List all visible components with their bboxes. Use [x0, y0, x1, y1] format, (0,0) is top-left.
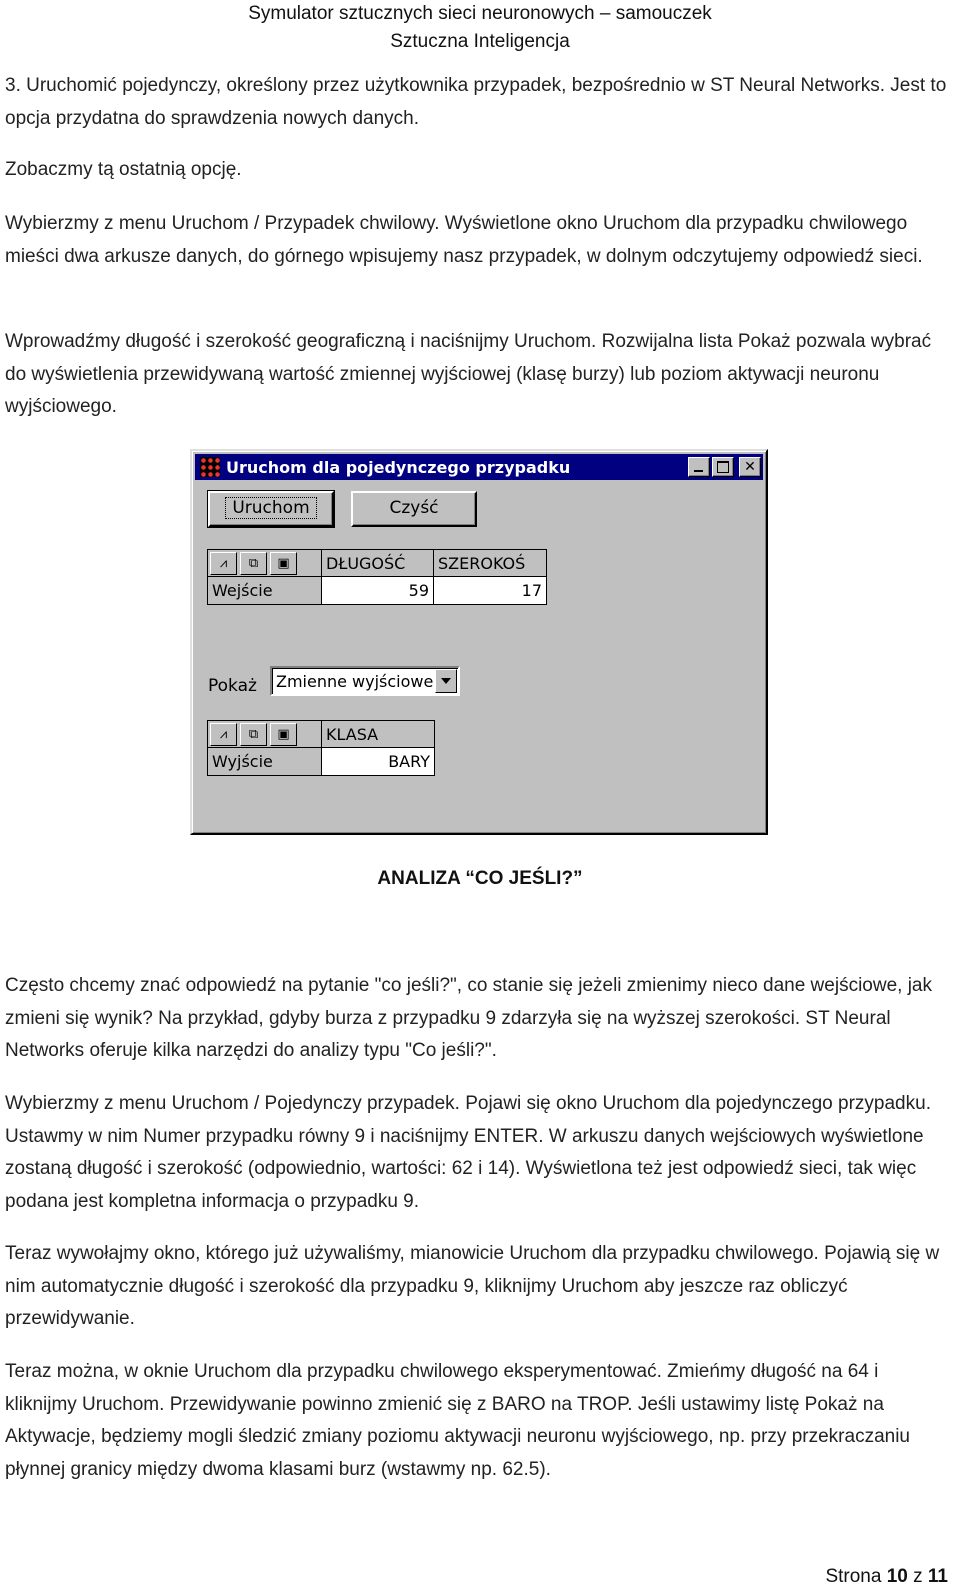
paragraph-8: Teraz można, w oknie Uruchom dla przypadku chwilowego eksperymentować. Zmieńmy długość na 64 i kliknijmy Uruchom. Przewidywanie powinno zmienić się z BARO na TROP. Jeśli ustawimy listę Pokaż na Aktywacje, będziemy mogli śledzić zmiany poziomu aktywacji neuronu wyjściowego, np. przy przekraczaniu płynnej granicy między dwoma klasami burz (wstawmy np. 62.5).	[5, 1361, 910, 1480]
input-col-header-1: DŁUGOŚĆ	[322, 550, 434, 576]
graph-icon[interactable]: ⩘	[210, 723, 237, 746]
run-button-label: Uruchom	[225, 497, 316, 519]
output-row-label: Wyjście	[208, 748, 322, 775]
graph-icon[interactable]: ⩘	[210, 552, 237, 575]
header-subtitle: Sztuczna Inteligencja	[390, 31, 570, 52]
input-col-header-2: SZEROKOŚ	[434, 550, 546, 576]
run-single-case-window	[190, 449, 768, 835]
input-toolbar	[208, 550, 322, 576]
save-icon[interactable]: ▣	[270, 723, 297, 746]
close-icon[interactable]: ✕	[739, 457, 761, 477]
input-data-row	[208, 577, 546, 604]
paragraph-1: 3. Uruchomić pojedynczy, określony przez użytkownika przypadek, bezpośrednio w ST Neural Networks. Jest to opcja przydatna do sprawdzenia nowych danych.	[5, 75, 947, 129]
show-dropdown[interactable]	[270, 666, 460, 696]
output-col-header-1: KLASA	[322, 721, 434, 747]
show-label: Pokaż	[208, 676, 257, 696]
input-cell-latitude[interactable]: 17	[434, 577, 546, 604]
chevron-down-icon[interactable]	[435, 669, 457, 693]
window-titlebar	[195, 454, 763, 480]
show-dropdown-value: Zmienne wyjściowe	[276, 671, 434, 691]
page-footer	[825, 1566, 948, 1588]
save-icon[interactable]: ▣	[270, 552, 297, 575]
footer-separator: z	[913, 1566, 923, 1587]
output-data-row	[208, 748, 434, 775]
paragraph-5: Często chcemy znać odpowiedź na pytanie "co jeśli?", co stanie się jeżeli zmienimy nieco dane wejściowe, jak zmieni się wynik? Na przykład, gdyby burza z przypadku 9 zdarzyła się na wyższej szerokości. ST Neural Networks oferuje kilka narzędzi do analizy typu "Co jeśli?".	[5, 975, 932, 1061]
input-header-row	[208, 550, 546, 577]
input-row-label: Wejście	[208, 577, 322, 604]
header-title: Symulator sztucznych sieci neuronowych – samouczek	[248, 3, 712, 24]
page-header	[0, 0, 960, 56]
output-toolbar	[208, 721, 322, 747]
window-title: Uruchom dla pojedynczego przypadku	[226, 457, 571, 477]
output-header-row	[208, 721, 434, 748]
clear-button[interactable]: Czyść	[351, 491, 477, 527]
input-datasheet	[207, 549, 547, 605]
output-cell-class: BARY	[322, 748, 434, 775]
footer-total-pages: 11	[927, 1566, 948, 1587]
paragraph-7: Teraz wywołajmy okno, którego już używaliśmy, mianowicie Uruchom dla przypadku chwilowego. Pojawią się w nim automatycznie długość i szerokość dla przypadku 9, kliknijmy Uruchom aby jeszcze raz obliczyć przewidywanie.	[5, 1243, 940, 1329]
copy-icon[interactable]: ⧉	[240, 552, 267, 575]
output-datasheet	[207, 720, 435, 776]
paragraph-2: Zobaczmy tą ostatnią opcję.	[5, 159, 242, 180]
footer-page-number: 10	[886, 1566, 908, 1587]
paragraph-6: Wybierzmy z menu Uruchom / Pojedynczy przypadek. Pojawi się okno Uruchom dla pojedynczego przypadku. Ustawmy w nim Numer przypadku równy 9 i naciśnijmy ENTER. W arkuszu danych wejściowych wyświetlone zostaną długość i szerokość (odpowiednio, wartości: 62 i 14). Wyświetlona też jest odpowiedź sieci, tak więc podana jest kompletna informacja o przypadku 9.	[5, 1093, 931, 1212]
app-icon	[200, 457, 220, 477]
paragraph-3: Wybierzmy z menu Uruchom / Przypadek chwilowy. Wyświetlone okno Uruchom dla przypadku chwilowego mieści dwa arkusze danych, do górnego wpisujemy nasz przypadek, w dolnym odczytujemy odpowiedź sieci.	[5, 213, 923, 267]
paragraph-4: Wprowadźmy długość i szerokość geograficzną i naciśnijmy Uruchom. Rozwijalna lista Pokaż pozwala wybrać do wyświetlenia przewidywaną wartość zmiennej wyjściowej (klasę burzy) lub poziom aktywacji neuronu wyjściowego.	[5, 331, 932, 417]
input-cell-length[interactable]: 59	[322, 577, 434, 604]
copy-icon[interactable]: ⧉	[240, 723, 267, 746]
minimize-icon[interactable]	[688, 457, 710, 477]
maximize-icon[interactable]	[712, 457, 734, 477]
run-button[interactable]	[208, 491, 334, 527]
footer-prefix: Strona	[825, 1566, 882, 1587]
section-heading: ANALIZA “CO JEŚLI?”	[377, 868, 583, 889]
